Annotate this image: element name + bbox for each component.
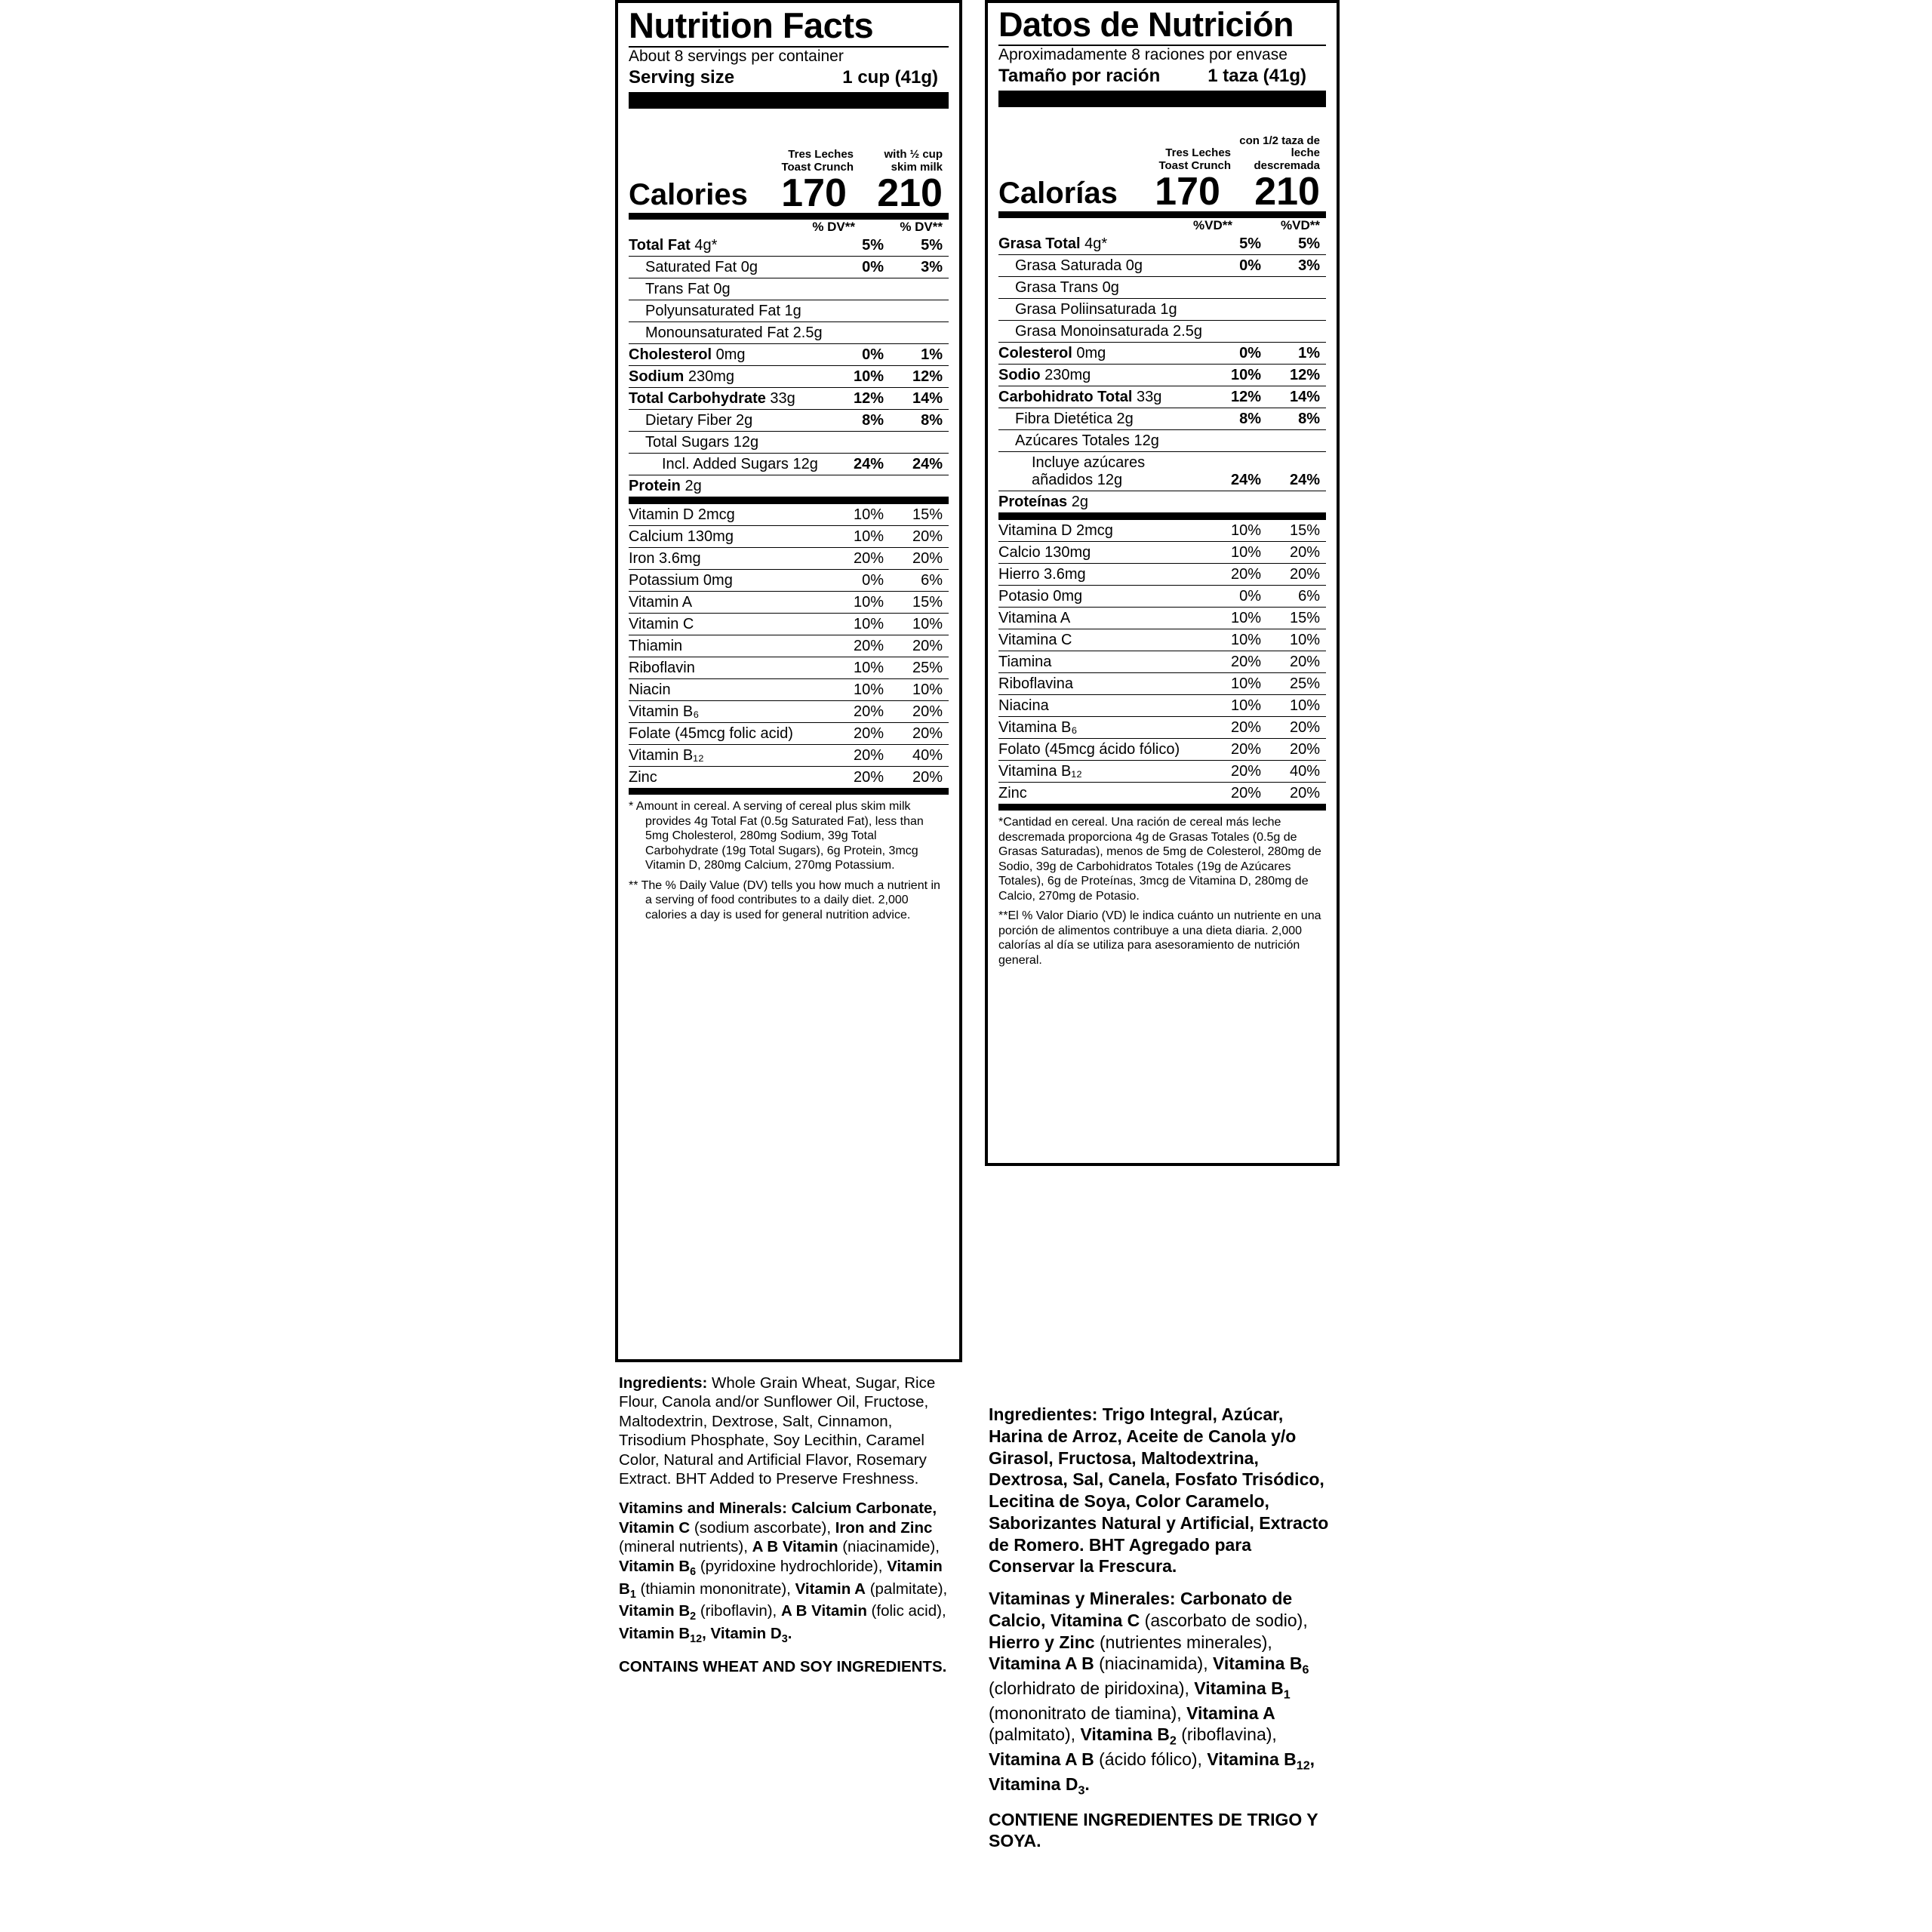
nutrient-name: Vitamin B₁₂ [629,746,704,764]
nutrient-dv-milk: 10% [888,614,949,635]
nutrient-dv-milk: 10% [888,679,949,701]
footnote-asterisk-spanish: *Cantidad en cereal. Una ración de cereal más leche descremada proporciona 4g de Grasas Totales (0.5g de Grasas Saturadas), menos de 5mg de Colesterol, 280mg de Sodio, 39g de Carbohidratos Totales (19g de Azúcares Totales), 6g de Proteínas, 3mcg de Vitamina D, 280mg de Calcio, 270mg de Potasio. [998,816,1321,903]
footnote-asterisk-english: * Amount in cereal. A serving of cereal plus skim milk provides 4g Total Fat (0.5g Saturated Fat), less than 5mg Cholesterol, 280mg Sodium, 39g Total Carbohydrate (19g Total Sugars), 6g Protein, 3mcg Vitamin D, 280mg Calcium, 270mg Potassium. [629,800,924,872]
nutrient-dv-milk [1266,321,1326,343]
nutrient-name: Folate (45mcg folic acid) [629,724,793,742]
nutrient-table-english [629,235,949,497]
nutrient-dv-milk: 6% [888,570,949,592]
table-row [998,673,1326,695]
ingredients-label-english: Ingredients: [619,1374,708,1392]
nutrient-amount: 2.5g [789,324,823,341]
calories-row-english [629,171,949,216]
table-row [629,322,949,344]
nutrient-dv-milk [1266,430,1326,452]
nutrient-name: Total Carbohydrate [629,389,766,407]
dv-header-cereal-english: % DV** [812,220,855,235]
table-row [998,717,1326,739]
nutrient-amount: 12g [788,455,818,472]
nutrient-dv-cereal [1207,430,1266,452]
nutrient-dv-milk [888,300,949,322]
nutrient-name: Thiamin [629,637,683,654]
nutrient-name: Cholesterol [629,346,712,363]
table-row [629,570,949,592]
vitamin-table-spanish [998,519,1326,804]
nutrient-amount: 0g [709,280,731,297]
nutrient-dv-milk: 20% [888,767,949,789]
nutrient-amount: 0mg [1048,587,1083,605]
nutrient-name: Vitamina C [998,631,1072,648]
servings-per-container-spanish: Aproximadamente 8 raciones por envase [998,46,1287,63]
nutrient-dv-cereal: 20% [1207,761,1266,783]
table-row [998,408,1326,430]
dv-header-cereal-spanish: %VD** [1193,218,1232,233]
table-row [629,767,949,789]
nutrient-amount: 12g [729,433,759,451]
daily-value-header-spanish [998,218,1326,233]
nutrient-dv-milk: 20% [1266,739,1326,761]
nutrient-dv-milk: 14% [888,388,949,410]
nutrient-dv-milk: 40% [1266,761,1326,783]
nutrient-dv-milk: 8% [1266,408,1326,430]
nutrient-name: Potasio [998,587,1049,605]
nutrient-name: Sodium [629,368,685,385]
nutrient-dv-cereal [829,278,888,300]
table-row [629,745,949,767]
column-headers-english [629,109,949,174]
nutrition-facts-panel-english [615,0,962,1362]
nutrient-name: Vitamina B₁₂ [998,762,1082,780]
footnote-dv-english: ** The % Daily Value (DV) tells you how much a nutrient in a serving of food contributes to a daily diet. 2,000 calories a day is used for general nutrition advice. [629,878,940,921]
nutrient-dv-milk [1266,277,1326,299]
serving-size-label-english: Serving size [629,67,735,88]
table-row [998,520,1326,542]
nutrient-dv-milk: 25% [1266,673,1326,695]
calories-cereal-spanish: 170 [1155,170,1220,214]
nutrient-name: Calcium [629,528,684,545]
nutrient-dv-milk: 20% [1266,542,1326,564]
nutrient-name: Grasa Monoinsaturada [1015,322,1169,340]
nutrient-dv-milk: 20% [888,635,949,657]
column-header-cereal-spanish: Tres Leches Toast Crunch [1158,146,1231,172]
footnote-dv-spanish: **El % Valor Diario (VD) le indica cuánto un nutriente en una porción de alimentos contribuye a una dieta diaria. 2,000 calorías al día se utiliza para asesoramiento de nutrición general. [998,909,1321,967]
table-row [629,548,949,570]
nutrient-dv-cereal: 10% [1207,520,1266,542]
nutrient-dv-cereal [829,432,888,454]
nutrient-dv-milk: 24% [888,454,949,475]
page-title-english: Nutrition Facts [629,5,874,45]
nutrient-dv-cereal: 10% [1207,673,1266,695]
table-row [629,504,949,526]
nutrient-amount: 2mcg [694,506,735,523]
nutrient-dv-cereal: 10% [829,504,888,526]
ingredients-block-english [619,1374,958,1687]
nutrient-dv-milk: 1% [1266,343,1326,365]
table-row [629,635,949,657]
table-row [998,739,1326,761]
nutrient-amount: 2g [680,477,702,494]
ingredients-paragraph-spanish [989,1404,1336,1577]
footnotes-english [629,795,949,922]
nutrient-dv-cereal: 20% [1207,739,1266,761]
table-row [998,586,1326,608]
nutrient-dv-milk: 3% [1266,255,1326,277]
calories-row-spanish [998,170,1326,214]
nutrient-dv-cereal: 0% [1207,255,1266,277]
table-row [998,608,1326,629]
nutrient-dv-cereal: 0% [1207,343,1266,365]
nutrient-amount: 12g [1093,471,1123,488]
vitamins-minerals-label-english: Vitamins and Minerals: Calcium Carbonate, [619,1500,937,1518]
nutrient-dv-cereal: 20% [1207,783,1266,804]
ingredients-text-english: Whole Grain Wheat, Sugar, Rice Flour, Canola and/or Sunflower Oil, Fructose, Maltodextrin, Dextrose, Salt, Cinnamon, Trisodium Phosphate, Soy Lecithin, Caramel Color, Natural and Artificial Flavor, Rosemary Extract. BHT Added to Preserve Freshness. [619,1374,936,1488]
nutrient-name: Grasa Saturada [1015,257,1122,274]
nutrient-dv-cereal [1207,491,1266,513]
nutrient-dv-cereal: 20% [829,635,888,657]
nutrient-dv-cereal: 5% [1239,235,1261,252]
nutrient-name: Protein [629,477,681,494]
nutrient-amount: 2.5g [1168,322,1202,340]
table-row [998,564,1326,586]
nutrient-dv-cereal: 12% [829,388,888,410]
nutrient-dv-milk: 40% [888,745,949,767]
nutrient-dv-cereal: 20% [829,701,888,723]
nutrient-dv-cereal: 0% [829,344,888,366]
nutrient-dv-cereal [1207,277,1266,299]
table-row [629,410,949,432]
column-header-cereal-english: Tres Leches Toast Crunch [781,148,854,174]
nutrient-dv-milk: 20% [888,548,949,570]
nutrient-dv-milk: 15% [1266,608,1326,629]
serving-size-value-english: 1 cup (41g) [842,67,938,88]
nutrient-dv-cereal [829,475,888,497]
nutrient-name: Riboflavin [629,659,695,676]
table-row [629,454,949,475]
table-row [629,366,949,388]
nutrient-amount: 33g [1132,388,1162,405]
nutrient-dv-milk: 20% [888,701,949,723]
table-row [629,723,949,745]
nutrient-amount: 130mg [1040,543,1091,561]
table-row [629,614,949,635]
calories-cereal-english: 170 [781,171,847,216]
calories-milk-spanish: 210 [1254,170,1320,214]
nutrient-dv-cereal [1207,299,1266,321]
nutrient-name: Hierro [998,565,1040,583]
nutrient-name: Iron [629,549,655,567]
vitamins-minerals-paragraph-english: Vitamins and Minerals: Calcium Carbonate, Vitamin C (sodium ascorbate), Iron and Zinc (mineral nutrients), A B Vitamin (niacinamide), Vitamin $B_6$ (pyridoxine hydrochloride), Vitamin $B_1$ (thiamin mononitrate), Vitamin A (palmitate), Vitamin $B_2$ (riboflavin), A B Vitamin (folic acid), Vitamin $B_{12}$, Vitamin $D_3$. [619,1500,948,1646]
nutrient-name: Zinc [629,768,657,786]
nutrient-dv-milk: 24% [1266,452,1326,491]
nutrient-dv-milk: 20% [1266,717,1326,739]
nutrient-amount: 0mg [1072,344,1106,361]
nutrient-name: Grasa Trans [1015,278,1099,296]
nutrient-name: Potassium [629,571,700,589]
nutrient-amount: 230mg [684,368,735,385]
nutrient-dv-milk [888,322,949,344]
allergen-statement-spanish: CONTIENE INGREDIENTES DE TRIGO Y SOYA. [989,1809,1318,1851]
nutrient-amount: 2g [1067,493,1088,510]
nutrient-dv-milk: 10% [1266,629,1326,651]
nutrient-name: Vitamina D [998,521,1072,539]
table-row [998,783,1326,804]
nutrient-amount: 12g [1129,432,1159,449]
nutrient-dv-milk: 20% [888,526,949,548]
table-row [629,257,949,278]
nutrient-dv-cereal: 20% [1207,651,1266,673]
nutrient-name: Sodio [998,366,1041,383]
nutrient-dv-cereal: 10% [1207,608,1266,629]
nutrient-dv-milk: 15% [888,592,949,614]
nutrient-dv-cereal: 10% [829,614,888,635]
serving-size-label-spanish: Tamaño por ración [998,66,1161,87]
nutrient-dv-cereal: 12% [1207,386,1266,408]
nutrient-amount: 4g* [1080,235,1108,252]
nutrient-amount: 230mg [1040,366,1091,383]
table-row [998,452,1326,491]
nutrient-dv-milk: 1% [888,344,949,366]
table-row [998,761,1326,783]
nutrient-amount: 0g [1121,257,1143,274]
nutrient-dv-cereal: 10% [829,592,888,614]
nutrient-dv-milk: 12% [1266,365,1326,386]
table-row [629,388,949,410]
table-row [629,300,949,322]
nutrient-dv-cereal: 8% [1207,408,1266,430]
nutrient-dv-cereal: 10% [1207,365,1266,386]
nutrient-dv-cereal: 10% [829,679,888,701]
nutrient-amount: 2g [731,411,753,429]
footnotes-spanish [998,811,1326,968]
nutrient-dv-cereal: 8% [829,410,888,432]
nutrient-dv-cereal: 20% [829,723,888,745]
nutrient-dv-milk [888,278,949,300]
nutrient-dv-milk: 8% [888,410,949,432]
nutrient-name: Niacin [629,681,671,698]
nutrient-name: Riboflavina [998,675,1073,692]
nutrient-dv-cereal: 0% [1207,586,1266,608]
nutrient-amount: 2mcg [1072,521,1113,539]
ingredients-text-spanish: Trigo Integral, Azúcar, Harina de Arroz, Aceite de Canola y/o Girasol, Fructosa, Maltodextrina, Dextrosa, Sal, Canela, Fosfato Trisódico, Lecitina de Soya, Color Caramelo, Saborizantes Natural y Artificial, Extracto de Romero. BHT Agregado para Conservar la Frescura. [989,1404,1329,1577]
nutrient-name: Vitamina A [998,609,1071,626]
nutrient-name: Fibra Dietética [1015,410,1112,427]
servings-per-container-english: About 8 servings per container [629,48,844,65]
nutrient-dv-milk [888,475,949,497]
nutrient-dv-milk: 20% [888,723,949,745]
nutrition-facts-panel-spanish [985,0,1340,1166]
nutrient-dv-milk: 3% [888,257,949,278]
nutrient-name: Total Sugars [645,433,730,451]
nutrient-name: Vitamin C [629,615,694,632]
nutrient-name: Grasa Total [998,235,1081,252]
table-row [998,321,1326,343]
nutrient-name: Colesterol [998,344,1072,361]
nutrient-name: Trans Fat [645,280,709,297]
nutrient-name: Total Fat [629,236,691,254]
nutrient-dv-cereal [829,322,888,344]
table-row [998,695,1326,717]
column-header-milk-english: with ½ cup skim milk [884,148,943,174]
nutrient-dv-cereal: 20% [829,767,888,789]
table-row [998,343,1326,365]
nutrient-dv-milk: 6% [1266,586,1326,608]
nutrient-name: Incluye azúcares añadidos [1032,454,1146,488]
nutrient-dv-cereal: 24% [829,454,888,475]
nutrient-dv-cereal [1207,321,1266,343]
nutrient-name: Vitamina B₆ [998,718,1078,736]
nutrient-name: Monounsaturated Fat [645,324,789,341]
nutrient-amount: 0g [1098,278,1119,296]
nutrient-dv-milk: 12% [888,366,949,388]
nutrient-name: Zinc [998,784,1027,801]
table-row [629,679,949,701]
table-row [629,432,949,454]
nutrient-dv-cereal: 24% [1207,452,1266,491]
ingredients-block-spanish [989,1404,1336,1863]
table-row [629,592,949,614]
nutrient-dv-cereal [829,300,888,322]
nutrient-amount: 3.6mg [1039,565,1086,583]
vitamins-minerals-label-spanish: Vitaminas y Minerales: Carbonato de Calcio, [989,1589,1293,1630]
table-row [998,365,1326,386]
nutrient-dv-milk: 25% [888,657,949,679]
nutrient-table-spanish [998,233,1326,512]
column-header-milk-spanish: con 1/2 taza de leche descremada [1239,134,1320,172]
serving-size-row-spanish [998,66,1326,89]
nutrient-dv-cereal: 20% [1207,717,1266,739]
nutrient-dv-milk: 20% [1266,783,1326,804]
table-row [629,526,949,548]
nutrient-name: Vitamin A [629,593,693,611]
nutrient-dv-cereal: 20% [829,745,888,767]
calories-label-english: Calories [629,178,748,212]
table-row [629,278,949,300]
nutrient-dv-milk [1266,491,1326,513]
nutrient-dv-cereal: 10% [829,366,888,388]
table-row [998,430,1326,452]
nutrient-dv-cereal: 10% [1207,542,1266,564]
table-row [998,233,1326,255]
nutrient-amount: 0g [737,258,758,275]
ingredients-label-spanish: Ingredientes: [989,1404,1098,1424]
nutrient-dv-cereal: 10% [1207,695,1266,717]
nutrient-dv-milk: 15% [1266,520,1326,542]
dv-header-milk-spanish: %VD** [1281,218,1320,233]
vitamin-table-english [629,503,949,788]
daily-value-header-english [629,220,949,235]
nutrient-name: Vitamin B₆ [629,703,700,720]
nutrient-dv-cereal: 10% [829,526,888,548]
nutrient-amount: 33g [765,389,795,407]
nutrient-dv-cereal: 10% [1207,629,1266,651]
nutrient-amount: 130mg [683,528,734,545]
nutrient-name: Proteínas [998,493,1068,510]
nutrient-amount: 0mg [712,346,746,363]
nutrient-dv-milk: 10% [1266,695,1326,717]
nutrient-dv-milk [888,432,949,454]
nutrient-dv-cereal: 10% [829,657,888,679]
nutrient-name: Azúcares Totales [1015,432,1130,449]
table-row [998,299,1326,321]
vitamins-minerals-paragraph-spanish: Vitaminas y Minerales: Carbonato de Calcio, Vitamina C (ascorbato de sodio), Hierro y Zinc (nutrientes minerales), Vitamina A B (niacinamida), Vitamina $B_6$ (clorhidrato de piridoxina), Vitamina $B_1$ (mononitrato de tiamina), Vitamina A (palmitato), Vitamina $B_2$ (riboflavina), Vitamina A B (ácido fólico), Vitamina $B_{12}$, Vitamina $D_3$. [989,1589,1315,1798]
nutrient-dv-milk: 20% [1266,651,1326,673]
nutrient-amount: 4g* [690,236,718,254]
table-row [629,701,949,723]
nutrient-dv-cereal: 0% [829,257,888,278]
nutrient-name: Tiamina [998,653,1052,670]
calories-label-spanish: Calorías [998,177,1118,211]
table-row [998,386,1326,408]
table-row [629,475,949,497]
nutrient-name: Polyunsaturated Fat [645,302,780,319]
nutrient-amount: 2g [1112,410,1134,427]
nutrient-amount: 1g [780,302,801,319]
nutrient-name: Carbohidrato Total [998,388,1133,405]
nutrient-dv-milk: 14% [1266,386,1326,408]
dv-header-milk-english: % DV** [900,220,943,235]
calories-milk-english: 210 [877,171,943,216]
nutrient-name: Folato (45mcg ácido fólico) [998,740,1180,758]
table-row [998,491,1326,513]
nutrient-name: Calcio [998,543,1041,561]
nutrient-dv-milk: 5% [921,236,943,254]
page-title-spanish: Datos de Nutrición [998,5,1294,44]
nutrient-dv-milk: 20% [1266,564,1326,586]
nutrient-name: Dietary Fiber [645,411,732,429]
table-row [629,344,949,366]
table-row [998,542,1326,564]
nutrient-dv-cereal: 20% [829,548,888,570]
nutrient-dv-cereal: 20% [1207,564,1266,586]
nutrient-name: Vitamin D [629,506,694,523]
nutrient-name: Saturated Fat [645,258,737,275]
table-row [998,255,1326,277]
ingredients-paragraph-english [619,1374,958,1488]
nutrient-amount: 0mg [699,571,733,589]
column-headers-spanish [998,107,1326,172]
nutrient-dv-milk: 15% [888,504,949,526]
serving-size-row-english [629,67,949,91]
nutrient-dv-milk: 5% [1298,235,1320,252]
serving-size-value-spanish: 1 taza (41g) [1208,66,1306,87]
table-row [998,277,1326,299]
nutrient-dv-cereal: 5% [862,236,884,254]
nutrient-dv-cereal: 0% [829,570,888,592]
nutrient-amount: 3.6mg [654,549,701,567]
table-row [998,651,1326,673]
nutrient-name: Incl. Added Sugars [662,455,789,472]
nutrient-dv-milk [1266,299,1326,321]
allergen-statement-english: CONTAINS WHEAT AND SOY INGREDIENTS. [619,1658,947,1676]
table-row [998,629,1326,651]
table-row [629,235,949,257]
table-row [629,657,949,679]
nutrient-name: Grasa Poliinsaturada [1015,300,1156,318]
nutrient-amount: 1g [1155,300,1177,318]
nutrient-name: Niacina [998,697,1049,714]
